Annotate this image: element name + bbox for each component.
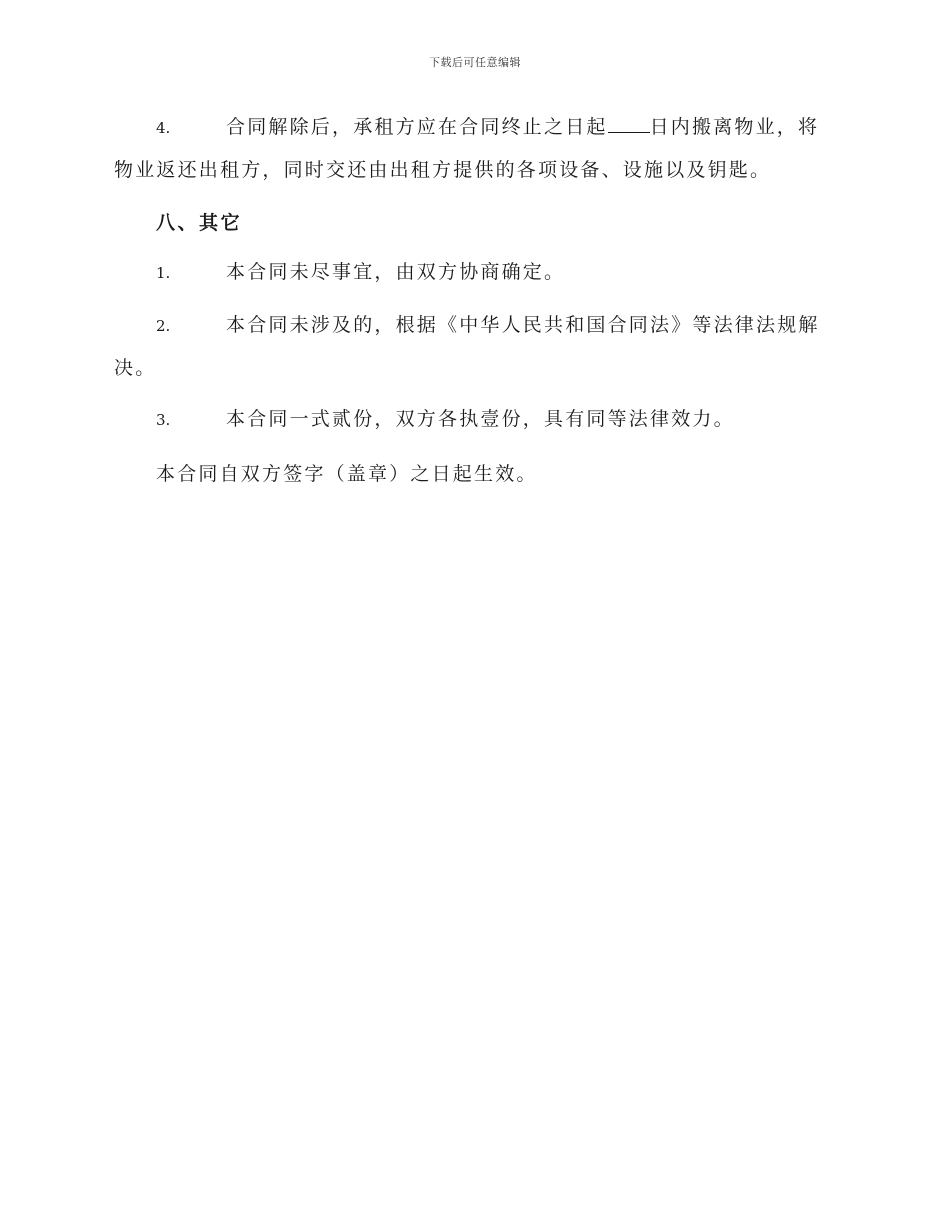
section-8-item-3 — [114, 398, 836, 441]
clause-4-number: 4. — [156, 119, 171, 137]
item-text: 本合同未涉及的，根据《中华人民共和国合同法》等法律法规解决。 — [114, 314, 820, 379]
section-8-item-2 — [114, 304, 836, 389]
item-number: 3. — [156, 411, 171, 429]
blank-line — [608, 114, 650, 133]
item-number: 1. — [156, 264, 171, 282]
section-8-heading: 八、其它 — [156, 212, 243, 234]
closing-statement: 本合同自双方签字（盖章）之日起生效。 — [156, 463, 538, 485]
list-item — [114, 304, 836, 389]
page-header: 下载后可任意编辑 — [429, 56, 521, 69]
list-item — [114, 398, 836, 441]
clause-4-text-after: 日内搬离物业，将物业返还出租方，同时交还由出租方提供的各项设备、设施以及钥匙。 — [114, 116, 820, 181]
item-text: 本合同未尽事宜，由双方协商确定。 — [226, 261, 566, 283]
item-text: 本合同一式贰份，双方各执壹份，具有同等法律效力。 — [226, 408, 735, 430]
list-item — [114, 251, 836, 294]
item-number: 2. — [156, 317, 171, 335]
section-8-item-1 — [114, 251, 836, 294]
clause-4 — [114, 106, 836, 191]
clause-4-text-before: 合同解除后，承租方应在合同终止之日起 — [226, 116, 608, 138]
clause-4-paragraph — [114, 106, 836, 191]
